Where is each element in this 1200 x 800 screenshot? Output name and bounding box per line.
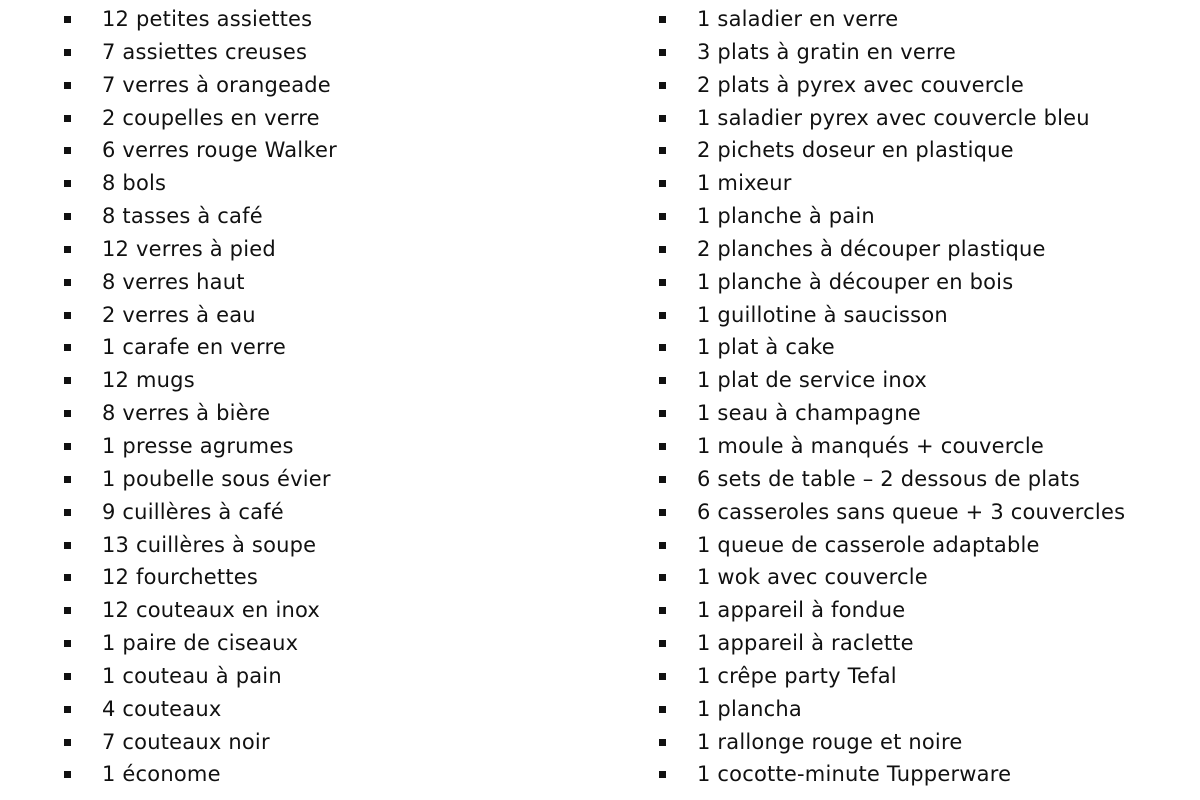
square-bullet-icon — [64, 673, 71, 680]
list-item-text: 1 plat de service inox — [697, 368, 927, 393]
list-item — [60, 693, 580, 726]
list-item — [60, 430, 580, 463]
list-item — [655, 463, 1195, 496]
list-item-text: 2 coupelles en verre — [102, 105, 320, 130]
list-item — [655, 69, 1195, 102]
square-bullet-icon — [659, 443, 666, 450]
list-item-text: 6 sets de table – 2 dessous de plats — [697, 466, 1080, 491]
list-item-text: 1 appareil à fondue — [697, 598, 906, 623]
list-item — [655, 299, 1195, 332]
square-bullet-icon — [659, 279, 666, 286]
square-bullet-icon — [659, 49, 666, 56]
square-bullet-icon — [659, 739, 666, 746]
list-item-text: 2 pichets doseur en plastique — [697, 138, 1014, 163]
right-item-list — [655, 3, 1195, 791]
square-bullet-icon — [64, 607, 71, 614]
list-item — [655, 3, 1195, 36]
list-item-text: 6 verres rouge Walker — [102, 138, 337, 163]
list-item — [655, 167, 1195, 200]
square-bullet-icon — [659, 180, 666, 187]
square-bullet-icon — [659, 410, 666, 417]
list-item — [655, 36, 1195, 69]
list-item — [60, 134, 580, 167]
square-bullet-icon — [64, 49, 71, 56]
list-item-text: 1 appareil à raclette — [697, 631, 914, 656]
list-item — [60, 364, 580, 397]
list-item — [655, 726, 1195, 759]
list-item-text: 1 carafe en verre — [102, 335, 286, 360]
list-item — [60, 758, 580, 791]
square-bullet-icon — [64, 574, 71, 581]
list-item — [60, 529, 580, 562]
list-item-text: 8 verres haut — [102, 269, 245, 294]
list-item — [60, 496, 580, 529]
list-item — [60, 726, 580, 759]
list-item — [60, 36, 580, 69]
list-item-text: 1 planche à pain — [697, 204, 875, 229]
list-item — [60, 331, 580, 364]
list-item — [655, 594, 1195, 627]
list-item-text: 2 verres à eau — [102, 302, 256, 327]
list-item — [655, 627, 1195, 660]
square-bullet-icon — [64, 344, 71, 351]
square-bullet-icon — [659, 246, 666, 253]
list-item-text: 1 paire de ciseaux — [102, 631, 299, 656]
list-item — [655, 331, 1195, 364]
list-item-text: 1 planche à découper en bois — [697, 269, 1014, 294]
square-bullet-icon — [64, 115, 71, 122]
list-item-text: 1 crêpe party Tefal — [697, 663, 897, 688]
list-item-text: 1 cocotte-minute Tupperware — [697, 762, 1012, 787]
list-item — [60, 102, 580, 135]
list-item-text: 7 assiettes creuses — [102, 39, 308, 64]
square-bullet-icon — [659, 377, 666, 384]
list-item — [655, 430, 1195, 463]
square-bullet-icon — [659, 16, 666, 23]
left-item-list — [60, 3, 580, 791]
square-bullet-icon — [64, 213, 71, 220]
list-item-text: 2 planches à découper plastique — [697, 236, 1046, 261]
list-item-text: 1 saladier pyrex avec couvercle bleu — [697, 105, 1090, 130]
list-item-text: 12 verres à pied — [102, 236, 276, 261]
list-item — [655, 200, 1195, 233]
square-bullet-icon — [659, 147, 666, 154]
list-item — [60, 200, 580, 233]
list-item-text: 7 couteaux noir — [102, 729, 270, 754]
square-bullet-icon — [64, 640, 71, 647]
list-item — [655, 233, 1195, 266]
square-bullet-icon — [64, 180, 71, 187]
square-bullet-icon — [659, 509, 666, 516]
list-item-text: 3 plats à gratin en verre — [697, 39, 956, 64]
list-item-text: 1 guillotine à saucisson — [697, 302, 948, 327]
list-item-text: 2 plats à pyrex avec couvercle — [697, 72, 1025, 97]
list-item — [60, 397, 580, 430]
square-bullet-icon — [659, 542, 666, 549]
square-bullet-icon — [64, 410, 71, 417]
square-bullet-icon — [659, 82, 666, 89]
square-bullet-icon — [659, 607, 666, 614]
square-bullet-icon — [659, 115, 666, 122]
square-bullet-icon — [659, 312, 666, 319]
list-item — [60, 463, 580, 496]
list-item-text: 13 cuillères à soupe — [102, 532, 317, 557]
square-bullet-icon — [64, 476, 71, 483]
list-item-text: 12 fourchettes — [102, 565, 259, 590]
list-item-text: 12 petites assiettes — [102, 7, 313, 31]
list-item — [655, 102, 1195, 135]
square-bullet-icon — [64, 312, 71, 319]
list-item-text: 1 poubelle sous évier — [102, 466, 331, 491]
list-item — [655, 529, 1195, 562]
list-item — [60, 69, 580, 102]
list-item-text: 8 verres à bière — [102, 401, 271, 426]
list-item-text: 1 économe — [102, 762, 221, 787]
list-item-text: 12 couteaux en inox — [102, 598, 321, 623]
square-bullet-icon — [64, 443, 71, 450]
list-item — [60, 627, 580, 660]
list-item-text: 1 wok avec couvercle — [697, 565, 928, 590]
list-item-text: 1 queue de casserole adaptable — [697, 532, 1040, 557]
list-item-text: 8 bols — [102, 171, 167, 196]
list-item-text: 12 mugs — [102, 368, 195, 393]
list-item-text: 8 tasses à café — [102, 204, 263, 229]
square-bullet-icon — [659, 476, 666, 483]
list-item — [655, 758, 1195, 791]
list-item-text: 1 moule à manqués + couvercle — [697, 433, 1045, 458]
square-bullet-icon — [64, 82, 71, 89]
square-bullet-icon — [64, 246, 71, 253]
list-item-text: 9 cuillères à café — [102, 499, 284, 524]
list-item-text: 1 mixeur — [697, 171, 792, 196]
square-bullet-icon — [659, 213, 666, 220]
list-item — [655, 134, 1195, 167]
list-item-text: 1 rallonge rouge et noire — [697, 729, 963, 754]
square-bullet-icon — [64, 509, 71, 516]
list-item — [60, 3, 580, 36]
list-item — [655, 364, 1195, 397]
list-item — [60, 233, 580, 266]
square-bullet-icon — [659, 673, 666, 680]
list-item — [60, 594, 580, 627]
square-bullet-icon — [659, 574, 666, 581]
square-bullet-icon — [64, 16, 71, 23]
list-item — [655, 693, 1195, 726]
list-item-text: 1 plancha — [697, 696, 802, 721]
list-item — [655, 561, 1195, 594]
list-item-text: 7 verres à orangeade — [102, 72, 331, 97]
square-bullet-icon — [64, 771, 71, 778]
list-item-text: 4 couteaux — [102, 696, 222, 721]
square-bullet-icon — [659, 640, 666, 647]
list-item — [655, 397, 1195, 430]
list-item-text: 1 plat à cake — [697, 335, 835, 360]
square-bullet-icon — [64, 377, 71, 384]
square-bullet-icon — [659, 706, 666, 713]
list-item-text: 1 seau à champagne — [697, 401, 921, 426]
square-bullet-icon — [659, 344, 666, 351]
list-item — [60, 299, 580, 332]
list-item — [60, 561, 580, 594]
list-item-text: 1 saladier en verre — [697, 7, 899, 31]
list-item — [655, 496, 1195, 529]
list-item-text: 1 presse agrumes — [102, 433, 294, 458]
list-item-text: 6 casseroles sans queue + 3 couvercles — [697, 499, 1126, 524]
list-item — [60, 660, 580, 693]
square-bullet-icon — [64, 739, 71, 746]
list-item — [655, 266, 1195, 299]
list-item — [60, 167, 580, 200]
list-item-text: 1 couteau à pain — [102, 663, 282, 688]
square-bullet-icon — [64, 147, 71, 154]
square-bullet-icon — [659, 771, 666, 778]
square-bullet-icon — [64, 279, 71, 286]
list-item — [655, 660, 1195, 693]
square-bullet-icon — [64, 706, 71, 713]
square-bullet-icon — [64, 542, 71, 549]
list-item — [60, 266, 580, 299]
